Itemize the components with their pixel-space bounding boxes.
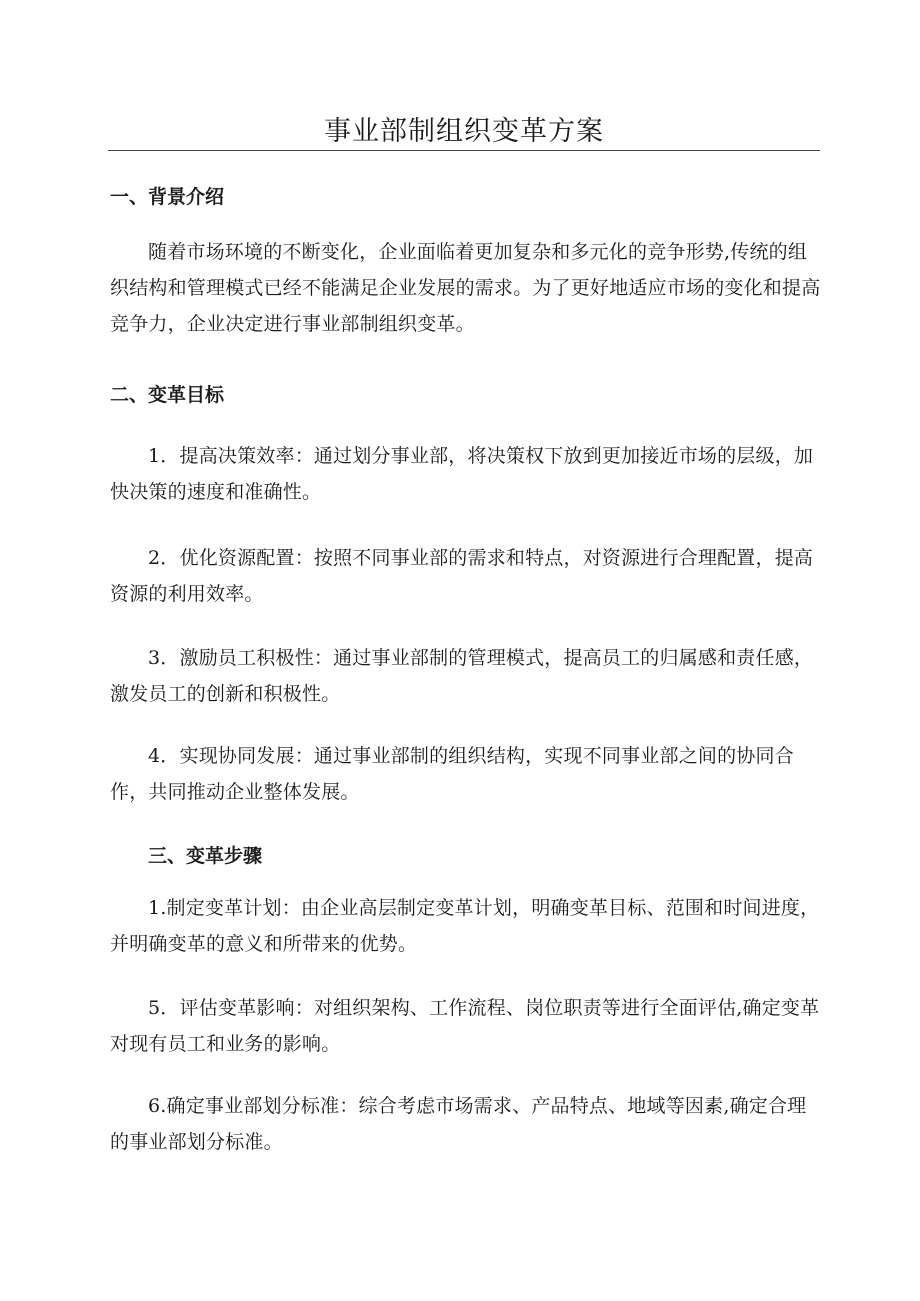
background-paragraph: 随着市场环境的不断变化，企业面临着更加复杂和多元化的竞争形势,传统的组织结构和管理模式已经不能满足企业发展的需求。为了更好地适应市场的变化和提高竞争力，企业决定进行事业部制组织变革。	[110, 241, 821, 335]
goal-item-4: 4．实现协同发展：通过事业部制的组织结构，实现不同事业部之间的协同合作，共同推动企业整体发展。	[110, 745, 794, 803]
step-item-1: 1.制定变革计划：由企业高层制定变革计划，明确变革目标、范围和时间进度，并明确变革的意义和所带来的优势。	[110, 897, 820, 955]
title-divider	[108, 150, 820, 151]
goal-item-3: 3．激励员工积极性：通过事业部制的管理模式，提高员工的归属感和责任感，激发员工的创新和积极性。	[110, 647, 814, 705]
step-item-5: 5．评估变革影响：对组织架构、工作流程、岗位职责等进行全面评估,确定变革对现有员工和业务的影响。	[110, 997, 820, 1055]
goal-item-1: 1．提高决策效率：通过划分事业部，将决策权下放到更加接近市场的层级，加快决策的速度和准确性。	[110, 445, 814, 503]
step-item-6: 6.确定事业部划分标准：综合考虑市场需求、产品特点、地域等因素,确定合理的事业部划分标准。	[110, 1095, 807, 1153]
section-heading-goals: 二、变革目标	[110, 384, 225, 406]
section-heading-background: 一、背景介绍	[110, 186, 225, 208]
document-title: 事业部制组织变革方案	[324, 116, 604, 147]
section-heading-steps: 三、变革步骤	[148, 845, 263, 867]
goal-item-2: 2．优化资源配置：按照不同事业部的需求和特点，对资源进行合理配置，提高资源的利用效率。	[110, 547, 814, 605]
